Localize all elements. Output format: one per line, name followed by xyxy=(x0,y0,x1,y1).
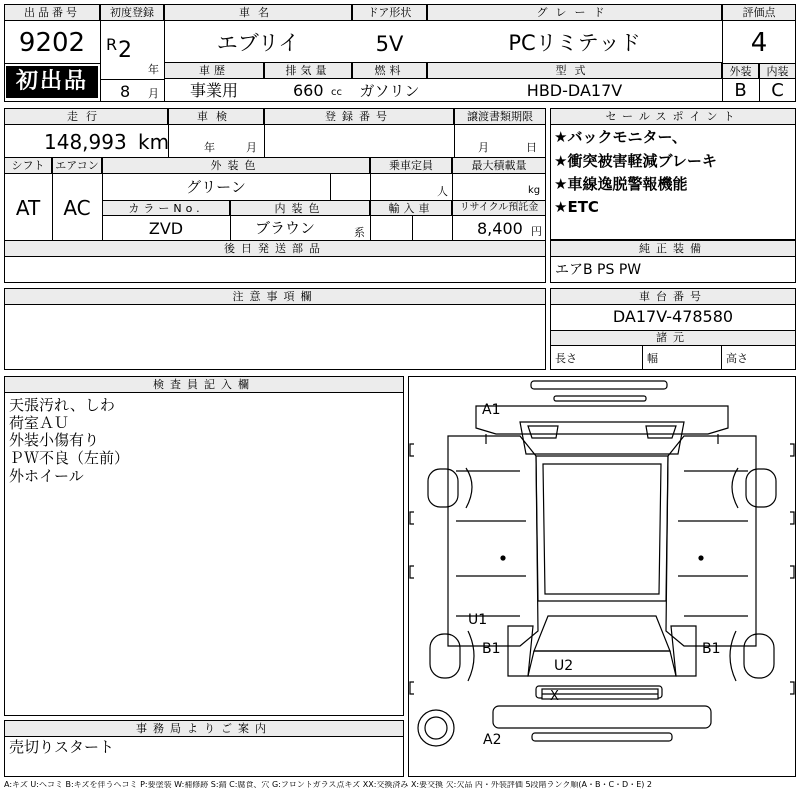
shift-label: シフト xyxy=(11,159,45,172)
exterior-grade: B xyxy=(734,80,747,101)
history-label: 車歴 xyxy=(199,64,229,77)
transfer-month-unit: 月 xyxy=(478,141,489,154)
inspector-line: ＰＷ不良（左前） xyxy=(9,449,130,467)
color-no-label: カラーNo. xyxy=(128,202,204,215)
history: 事業用 xyxy=(189,81,238,100)
ext-color-label: 外装色 xyxy=(210,159,262,172)
import-label: 輸入車 xyxy=(388,202,434,215)
damage-mark-x: X xyxy=(550,689,559,704)
lot-number: 9202 xyxy=(18,28,86,58)
mileage: 148,993 xyxy=(44,130,127,154)
width-label: 幅 xyxy=(647,352,658,365)
score: 4 xyxy=(750,28,768,58)
interior-label: 内装 xyxy=(766,65,789,78)
shift: AT xyxy=(15,196,41,220)
displacement-label: 排気量 xyxy=(285,64,331,77)
lot-divider xyxy=(4,63,100,64)
inspector-line: 天張汚れ、しわ xyxy=(9,396,115,414)
interior-grade: C xyxy=(771,80,784,101)
max-load-label: 最大積載量 xyxy=(471,159,527,172)
capacity-unit: 人 xyxy=(437,185,448,198)
office-label: 事務局よりご案内 xyxy=(136,722,272,735)
sales-point-item: ★車線逸脱警報機能 xyxy=(554,175,688,193)
exterior-label: 外装 xyxy=(729,65,752,78)
sales-point-item: ★バックモニター、 xyxy=(554,128,687,146)
ext-color: グリーン xyxy=(186,178,246,196)
reg-year: 2 xyxy=(118,38,132,63)
mileage-label: 走行 xyxy=(67,110,105,123)
displacement-unit: cc xyxy=(331,87,342,98)
lot-number-label: 出品番号 xyxy=(24,6,80,19)
mileage-unit: km xyxy=(138,130,170,154)
car-name-label: 車名 xyxy=(239,6,277,19)
office-text: 売切りスタート xyxy=(9,738,115,756)
grade: PCリミテッド xyxy=(508,31,641,55)
color-no: ZVD xyxy=(148,219,184,238)
inspector-line: 外ホイール xyxy=(9,467,84,485)
aircon-label: エアコン xyxy=(55,159,99,172)
car-name: エブリイ xyxy=(216,31,300,55)
model-code-label: 型式 xyxy=(555,64,594,77)
chassis-label: 車台番号 xyxy=(639,290,707,303)
height-label: 高さ xyxy=(726,352,748,365)
damage-mark-u2: U2 xyxy=(554,658,574,674)
aircon: AC xyxy=(63,196,91,220)
notes-label: 注意事項欄 xyxy=(232,290,318,303)
door-label: ドア形状 xyxy=(367,6,412,19)
inspection-month-unit: 月 xyxy=(246,141,257,154)
sales-point-item: ★ETC xyxy=(554,198,599,216)
era: R xyxy=(106,35,118,54)
sales-points-label: セールスポイント xyxy=(605,110,741,123)
damage-mark-u1: U1 xyxy=(468,612,488,628)
length-label: 長さ xyxy=(555,352,577,365)
fuel: ガソリン xyxy=(359,82,420,100)
damage-mark-b1-right: B1 xyxy=(702,641,721,657)
door-type: 5V xyxy=(375,32,404,56)
chassis-number: DA17V-478580 xyxy=(612,307,734,326)
int-color-unit: 系 xyxy=(354,226,365,239)
reg-year-unit: 年 xyxy=(148,63,159,76)
int-color-label: 内装色 xyxy=(274,202,326,215)
transfer-label: 譲渡書類期限 xyxy=(467,110,533,123)
equipment-label: 純正装備 xyxy=(639,242,707,255)
damage-legend: A:キズ U:ヘコミ B:キズを伴うヘコミ P:要塗装 W:補修跡 S:錆 C:腐食、穴 G:フロントガラス点キズ XX:交換済み X:要交換 欠:欠品 内・外装評価 5段階ランク順(A・B・C・D・E) 2 xyxy=(4,781,653,789)
specs-label: 諸元 xyxy=(656,331,690,344)
capacity-label: 乗車定員 xyxy=(389,159,433,172)
model-code: HBD-DA17V xyxy=(526,81,623,100)
displacement: 660 xyxy=(293,81,324,100)
reg-month-unit: 月 xyxy=(148,87,159,100)
sales-point-item: ★衝突被害軽減ブレーキ xyxy=(554,152,717,170)
fuel-label: 燃料 xyxy=(374,64,405,77)
grade-label: グレード xyxy=(536,6,613,19)
first-listing-badge: 初出品 xyxy=(6,66,98,98)
inspection-year-unit: 年 xyxy=(204,141,215,154)
damage-mark-b1-left: B1 xyxy=(482,641,501,657)
recycle: 8,400 xyxy=(477,219,523,238)
inspection-label: 車検 xyxy=(197,110,235,123)
first-reg-label: 初度登録 xyxy=(110,6,154,19)
recycle-unit: 円 xyxy=(531,225,542,238)
reg-month: 8 xyxy=(120,82,131,101)
recycle-label: リサイクル預託金 xyxy=(459,202,539,213)
inspector-label: 検査員記入欄 xyxy=(153,378,255,391)
inspector-line: 荷室ＡＵ xyxy=(9,414,70,432)
int-color: ブラウン xyxy=(254,219,315,237)
equipment-value: エアB PS PW xyxy=(555,262,642,278)
later-parts-label: 後日発送部品 xyxy=(224,242,326,255)
damage-mark-a2: A2 xyxy=(483,732,502,748)
car-damage-diagram xyxy=(408,376,796,777)
registration-label: 登録番号 xyxy=(325,110,393,123)
inspector-line: 外装小傷有り xyxy=(9,431,100,449)
transfer-day-unit: 日 xyxy=(526,141,537,154)
damage-mark-a1: A1 xyxy=(482,402,501,418)
score-label: 評価点 xyxy=(742,6,776,19)
max-load-unit: kg xyxy=(528,185,541,196)
